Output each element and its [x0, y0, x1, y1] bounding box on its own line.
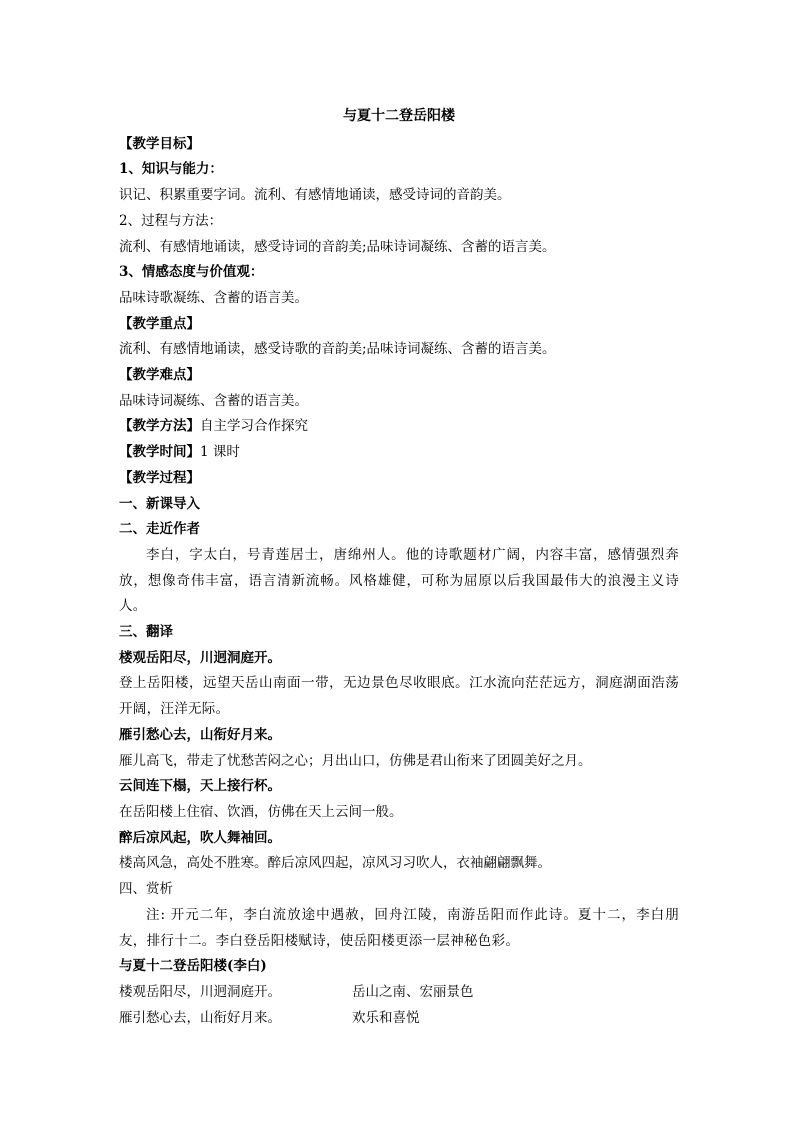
method-line: [119, 414, 679, 440]
difficulty-text: 品味诗词凝练、含蓄的语言美。: [119, 392, 308, 409]
verse-2-translation: 雁儿高飞，带走了忧愁苦闷之心；月出山口，仿佛是君山衔来了团圆美好之月。: [119, 752, 592, 769]
section-author: 二、走近作者: [119, 521, 200, 538]
method-text: 自主学习合作探究: [200, 418, 308, 435]
process-heading: 【教学过程】: [119, 469, 200, 486]
goal3-heading: 3、情感态度与价值观：: [119, 264, 264, 281]
key-text: 流利、有感情地诵读，感受诗歌的音韵美;品味诗词凝练、含蓄的语言美。: [119, 341, 556, 358]
time-line: [119, 440, 679, 466]
verse-3-translation: 在岳阳楼上住宿、饮酒，仿佛在天上云间一般。: [119, 803, 403, 820]
verse-3: 云间连下榻，天上接行杯。: [119, 778, 281, 795]
poem-verse: 雁引愁心去，山衔好月来。: [119, 1009, 281, 1026]
verse-4: 醉后凉风起，吹人舞袖回。: [119, 829, 281, 846]
verse-4-translation: 楼高风急，高处不胜寒。醉后凉风四起，凉风习习吹人，衣袖翩翩飘舞。: [119, 855, 551, 872]
verse-2: 雁引愁心去，山衔好月来。: [119, 726, 281, 743]
note-paragraph: 注: 开元二年，李白流放途中遇赦，回舟江陵，南游岳阳而作此诗。夏十二，李白朋友，排行十二。李白登岳阳楼赋诗，使岳阳楼更添一层神秘色彩。: [119, 906, 679, 949]
section-intro: 一、新课导入: [119, 495, 200, 512]
method-label: 【教学方法】: [119, 418, 200, 435]
difficulty-heading: 【教学难点】: [119, 367, 200, 384]
section-appreciation: 四、赏析: [119, 881, 173, 898]
poem-verse: 楼观岳阳尽，川迥洞庭开。: [119, 983, 281, 1000]
poem-row: [119, 1006, 679, 1032]
goals-heading: 【教学目标】: [119, 135, 200, 152]
poem-title: 与夏十二登岳阳楼(李白): [119, 958, 267, 975]
doc-title: 与夏十二登岳阳楼: [343, 108, 455, 124]
document-page: [119, 104, 679, 1031]
poem-note: 欢乐和喜悦: [352, 1009, 420, 1026]
poem-row: [119, 980, 679, 1006]
verse-1-translation: 登上岳阳楼，远望天岳山南面一带，无边景色尽收眼底。江水流向茫茫远方，洞庭湖面浩荡开阔，汪洋无际。: [119, 675, 679, 718]
time-text: 1 课时: [200, 444, 240, 461]
verse-1: 楼观岳阳尽，川迥洞庭开。: [119, 649, 281, 666]
goal3-text: 品味诗歌凝练、含蓄的语言美。: [119, 289, 308, 306]
goal2-heading: 2、过程与方法：: [119, 212, 223, 229]
author-paragraph: 李白，字太白，号青莲居士，唐绵州人。他的诗歌题材广阔，内容丰富，感情强烈奔放，想像奇伟丰富，语言清新流畅。风格雄健，可称为屈原以后我国最伟大的浪漫主义诗人。: [119, 546, 679, 615]
goal1-heading: 1、知识与能力：: [119, 161, 223, 178]
key-heading: 【教学重点】: [119, 315, 200, 332]
time-label: 【教学时间】: [119, 444, 200, 461]
poem-note: 岳山之南、宏丽景色: [352, 983, 474, 1000]
goal1-text: 识记、积累重要字词。流利、有感情地诵读，感受诗词的音韵美。: [119, 187, 511, 204]
goal2-text: 流利、有感情地诵读，感受诗词的音韵美;品味诗词凝练、含蓄的语言美。: [119, 238, 556, 255]
section-translation: 三、翻译: [119, 624, 173, 641]
